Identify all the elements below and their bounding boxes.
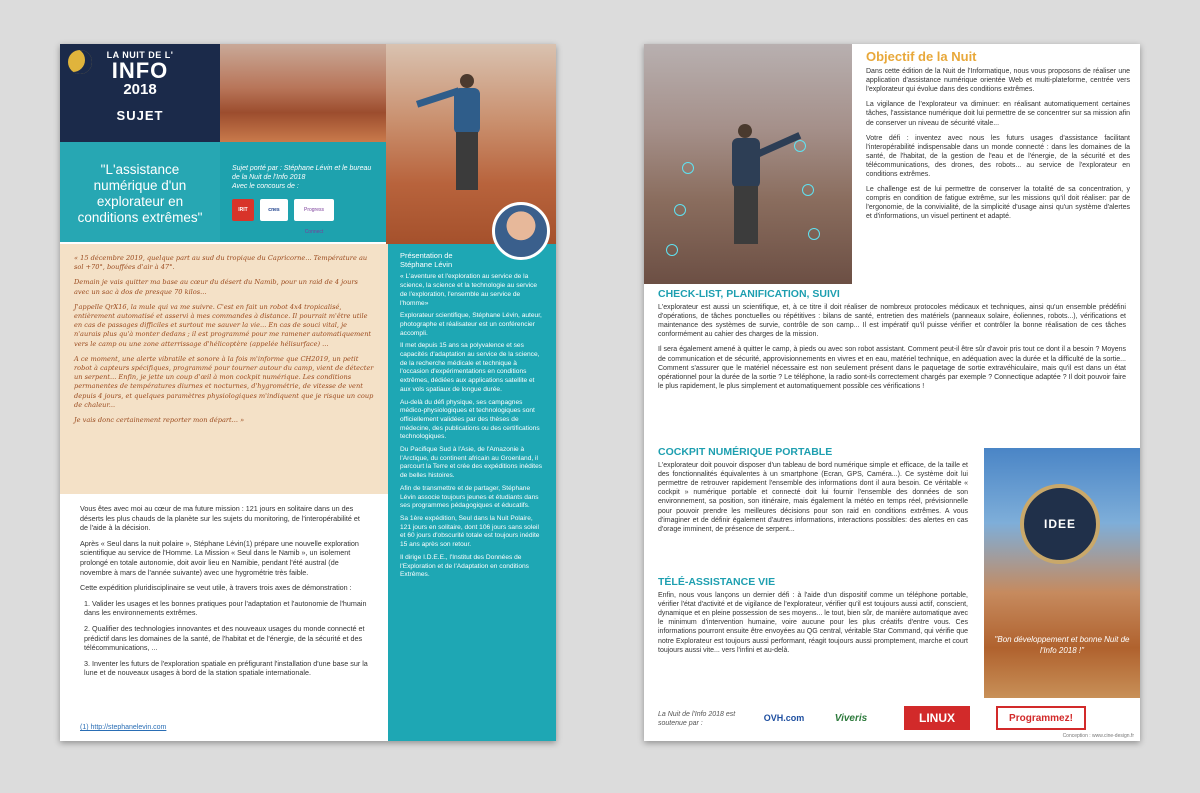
sponsors-footer xyxy=(644,698,1140,741)
objectif-paragraph: Votre défi : inventez avec nous les futurs usages d'assistance facilitant l'interopérabilité indispensable dans un monde connecté : dans les domaines de la santé, de l'habitat, de la gestion de l'eau et de l'énergie, de la sécurité et des télécommunications, des drones, des robots... au service de l'explorateur en conditions extrêmes. xyxy=(866,134,1130,179)
story-paragraph: Demain je vais quitter ma base au cœur du désert du Namib, pour un raid de 4 jours avec un sac à dos de presque 70 kilos... xyxy=(74,278,358,296)
checklist-paragraph: Il sera également amené à quitter le camp, à pieds ou avec son robot assistant. Comment peut-il être sûr d'avoir pris tout ce dont il a besoin ? Moyens de communication et de sécurité, approvisionnements en vivres et en eau, matériel technique, en adéquation avec la durée et la difficulté de la sortie... Comment s'assurer que le matériel nécessaire est non seulement présent dans le paquetage de sortie extravéhiculaire, mais qu'il est dans un état opérationnel pour la durée de la sortie ? Le téléphone, la radio sont-ils correctement chargés par exemple ? Connectique adaptée ? Il doit pouvoir faire le plus rapidement, le plus simplement et automatiquement possible ces vérifications ! xyxy=(658,346,1126,390)
objectif-section xyxy=(852,44,1140,284)
credits-text: Sujet porté par : Stéphane Lévin et le bureau de la Nuit de l'Info 2018 xyxy=(232,165,372,181)
story-paragraph: J'appelle QrX16, la mule qui va me suivre. C'est en fait un robot 4x4 tropicalisé, entièrement automatisé et asservi à mes commandes à distance. Il pourrait m'être utile en cas de passages difficiles et surtout me sauver la vie... En cas de souci vital, je n'aurais plus qu'à monter dedans ; il est programmé pour me ramener automatiquement vers le camp ou une zone atterrissage d'hélicoptère (appelée hélisurface) ... xyxy=(74,302,372,348)
closing-quote: "Bon développement et bonne Nuit de l'Info 2018 !" xyxy=(994,635,1130,655)
logo-line2: INFO xyxy=(111,58,169,83)
cnes-logo: cnes xyxy=(260,199,288,221)
sujet-label: SUJET xyxy=(116,108,164,123)
body-paragraph: Vous êtes avec moi au cœur de ma future mission : 121 jours en solitaire dans un des déserts les plus chauds de la planète sur les sujets du monitoring, de l'interopérabilité et de l'aide à la décision. xyxy=(80,504,360,533)
irit-logo: IRIT xyxy=(232,199,254,221)
logo-line1: LA NUIT DE L' xyxy=(106,50,174,60)
story-paragraph: Je vais donc certainement reporter mon départ... » xyxy=(74,416,245,425)
programmez-logo: Programmez! xyxy=(996,706,1086,730)
linux-magazine-logo: LINUX xyxy=(904,706,970,730)
idee-desert-photo xyxy=(984,448,1140,698)
list-item: 1. Valider les usages et les bonnes pratiques pour l'adaptation et l'autonomie de l'humain dans les environnements extrêmes. xyxy=(84,598,367,618)
explorer-figure xyxy=(722,114,770,244)
presentation-paragraph: Sa 1ère expédition, Seul dans la Nuit Polaire, 121 jours en solitaire, dont 106 jours sans soleil et 60 jours d'obscurité totale est toujours inédite 15 ans après son retour. xyxy=(400,514,540,549)
presentation-paragraph: Du Pacifique Sud à l'Asie, de l'Amazonie à l'Arctique, du continent africain au Groenland, il parcourt la Terre et crée des expéditions inédites de belles histoires. xyxy=(400,446,543,480)
hud-icon xyxy=(794,140,806,152)
partner-logos xyxy=(232,199,378,235)
story-paragraph: A ce moment, une alerte vibratile et sonore à la fois m'informe que CH2019, un petit robot à capteurs spécifiques, programmé pour tourner autour du camp, vient de détecter un serpent... Enfin, je jette un coup d'œil à mon cockpit numérique. Les conditions permanentes de températures diurnes et nocturnes, d'hygrométrie, de vitesse de vent depuis 4 jours, et quelques paramètres physiologiques m'indiquent que je risque un coup de chaleur... xyxy=(74,354,374,409)
body-paragraph: Cette expédition pluridisciplinaire se veut utile, à travers trois axes de démonstration : xyxy=(80,583,352,593)
hud-icon xyxy=(808,228,820,240)
tele-paragraph: Enfin, nous vous lançons un dernier défi : à l'aide d'un dispositif comme un téléphone portable, vérifier l'état d'activité et de vigilance de l'explorateur, vérifier qu'il est toujours aussi actif, conscient, dynamique et en pleine possession de ses moyens... le tout, bien sûr, de manière automatique avec le minimum d'intervention humaine, voire aucune pour les plus créatifs d'entre vous. Ces informations pourront ensuite être envoyées au QG central, véritable Star Command, qui vérifie que notre Explorateur est toujours aussi performant, réagit toujours aussi promptement, marche et court toujours aussi vite... vers l'infini et au-delà. xyxy=(658,592,968,654)
support-text: La Nuit de l'Info 2018 est soutenue par : xyxy=(658,711,736,727)
cockpit-paragraph: L'explorateur doit pouvoir disposer d'un tableau de bord numérique simple et efficace, de la taille et des fonctionnalités équivalentes à un smartphone (Ecran, GPS, Caméra...). Ce système doit lui permettre de retrouver rapidement l'ensemble des informations dont il aura besoin. Ce véritable « cockpit » numérique portable et connecté doit lui fournir l'ensemble des données de son environnement, sa position, son itinéraire, mais également la météo en temps réel, prévisionnelle pour pouvoir prendre les meilleures décisions pour son raid en conditions extrêmes. A vous d'imaginer et de définir également d'autres informations, interactions possibles: des alertes en cas d'orage imminent, de présence de serpent... xyxy=(658,462,968,533)
objectif-heading: Objectif de la Nuit xyxy=(866,49,977,64)
avatar xyxy=(492,202,550,260)
cockpit-section xyxy=(644,448,982,540)
ovh-logo: OVH.com xyxy=(763,713,805,723)
explorer-figure xyxy=(446,74,486,194)
tele-heading: TÉLÉ-ASSISTANCE VIE xyxy=(658,576,776,588)
right-page xyxy=(644,44,1140,741)
checklist-section xyxy=(644,290,1140,397)
explorer-hud-photo xyxy=(644,44,852,284)
hud-icon xyxy=(802,184,814,196)
left-page xyxy=(60,44,556,741)
list-item: 2. Qualifier des technologies innovantes et des nouveaux usages du monde connecté et prédictif dans les domaines de la santé, de l'habitat et de l'énergie, de la sécurité et des télécommunications, ... xyxy=(84,623,365,653)
hud-icon xyxy=(666,244,678,256)
hud-icon xyxy=(674,204,686,216)
objectif-paragraph: Le challenge est de lui permettre de conserver la totalité de sa concentration, y compris en condition de fatigue extrême, sur les missions qu'il doit réaliser: par de l'ergonomie, de la convivialité, de la simplicité d'usage ainsi qu'un système d'alertes et d'informations, un visuel pertinent et adapté. xyxy=(866,186,1130,221)
story-quote xyxy=(60,244,388,494)
footnote-link[interactable]: (1) http://stephanelevin.com xyxy=(80,724,167,731)
list-item: 3. Inventer les futurs de l'exploration spatiale en préfigurant l'installation d'une base sur la lune et de nouveaux usages à bord de la station spatiale internationale. xyxy=(84,658,368,678)
hud-icon xyxy=(682,162,694,174)
checklist-heading: CHECK-LIST, PLANIFICATION, SUIVI xyxy=(658,288,840,300)
presentation-paragraph: Au-delà du défi physique, ses campagnes médico-physiologiques et technologiques sont officiellement validées par des thèses de médecine, des publications ou des certifications technologiques. xyxy=(400,398,540,441)
objectif-paragraph: La vigilance de l'explorateur va diminuer: en réalisant automatiquement certaines tâches, l'assistance numérique doit lui permettre de se concentrer sur sa mission afin de conserver un niveau de sécurité vitale... xyxy=(866,101,1130,127)
nuit-info-logo xyxy=(60,44,220,142)
presentation-paragraph: Explorateur scientifique, Stéphane Lévin, auteur, photographe et réalisateur est un conférencier accompli. xyxy=(400,312,542,337)
cockpit-heading: COCKPIT NUMÉRIQUE PORTABLE xyxy=(658,446,833,458)
presentation-paragraph: Afin de transmettre et de partager, Stéphane Lévin associe toujours jeunes et étudiants dans ses programmes pédagogiques et éducatifs. xyxy=(400,484,539,510)
demonstration-list xyxy=(84,599,368,678)
moon-icon xyxy=(68,50,92,74)
story-paragraph: « 15 décembre 2019, quelque part au sud du tropique du Capricorne... Température au sol +70°, bouffées d'air à 47°. xyxy=(74,254,368,272)
logo-line3: 2018 xyxy=(123,81,157,98)
viveris-logo: Viveris xyxy=(834,712,868,724)
desert-dunes-photo xyxy=(220,44,386,142)
presentation-paragraph: « L'aventure et l'exploration au service de la science, la science et la technologie au service de l'exploration, l'ensemble au service de l'homme» xyxy=(400,273,538,307)
design-credit: Conception : www.cine-design.fr xyxy=(1062,733,1134,739)
credits-concours: Avec le concours de : xyxy=(232,183,299,190)
presentation-heading: Présentation de Stéphane Lévin xyxy=(400,251,453,269)
idee-badge: IDEE xyxy=(1020,484,1100,564)
presentation-paragraph: Il dirige I.D.E.E., l'Institut des Données de l'Exploration et de l'Adaptation en conditions Extrêmes. xyxy=(400,553,529,579)
mission-body xyxy=(60,494,388,741)
checklist-paragraph: L'explorateur est aussi un scientifique, et, à ce titre il doit réaliser de nombreux protocoles médicaux et techniques, ainsi qu'un ensemble prédéfini d'opérations, de tâches ponctuelles ou répétitives : bilans de santé, entretien des matériels (panneaux solaire, éoliennes, robots...), vérifications et maintenance des systèmes de survie, contrôle de son camp... Il est impératif qu'il puisse vérifier et contrôler la bonne réalisation de ces tâches conformément au cahier des charges de la mission. xyxy=(658,304,1126,339)
subject-credits xyxy=(220,142,386,242)
presentation-column xyxy=(388,244,556,741)
objectif-paragraph: Dans cette édition de la Nuit de l'Informatique, nous vous proposons de réaliser une application d'assistance numérique orientée Web et multi-plateforme, centrée vers l'explorateur qui évolue dans des conditions extrêmes. xyxy=(866,68,1130,94)
body-paragraph: Après « Seul dans la nuit polaire », Stéphane Lévin(1) prépare une nouvelle exploration scientifique au service de l'Homme. La Mission « Seul dans le Namib », un isolement prolongé en totale autonomie, doit avoir lieu en Namibie, pendant l'été austral (de novembre à mars de l'année suivante) avec une hygrométrie très faible. xyxy=(80,538,359,577)
tele-section xyxy=(644,578,982,661)
presentation-paragraph: Il met depuis 15 ans sa polyvalence et ses capacités d'adaptation au service de la science, de la recherche médicale et technique à l'occasion d'expérimentations en conditions extrêmes, dédiées aux applications satellite et aux vols spatiaux de longue durée. xyxy=(400,342,540,393)
progress-connect-logo: Progress Connect xyxy=(294,199,334,221)
subject-title: "L'assistance numérique d'un explorateur en conditions extrêmes" xyxy=(60,142,220,242)
